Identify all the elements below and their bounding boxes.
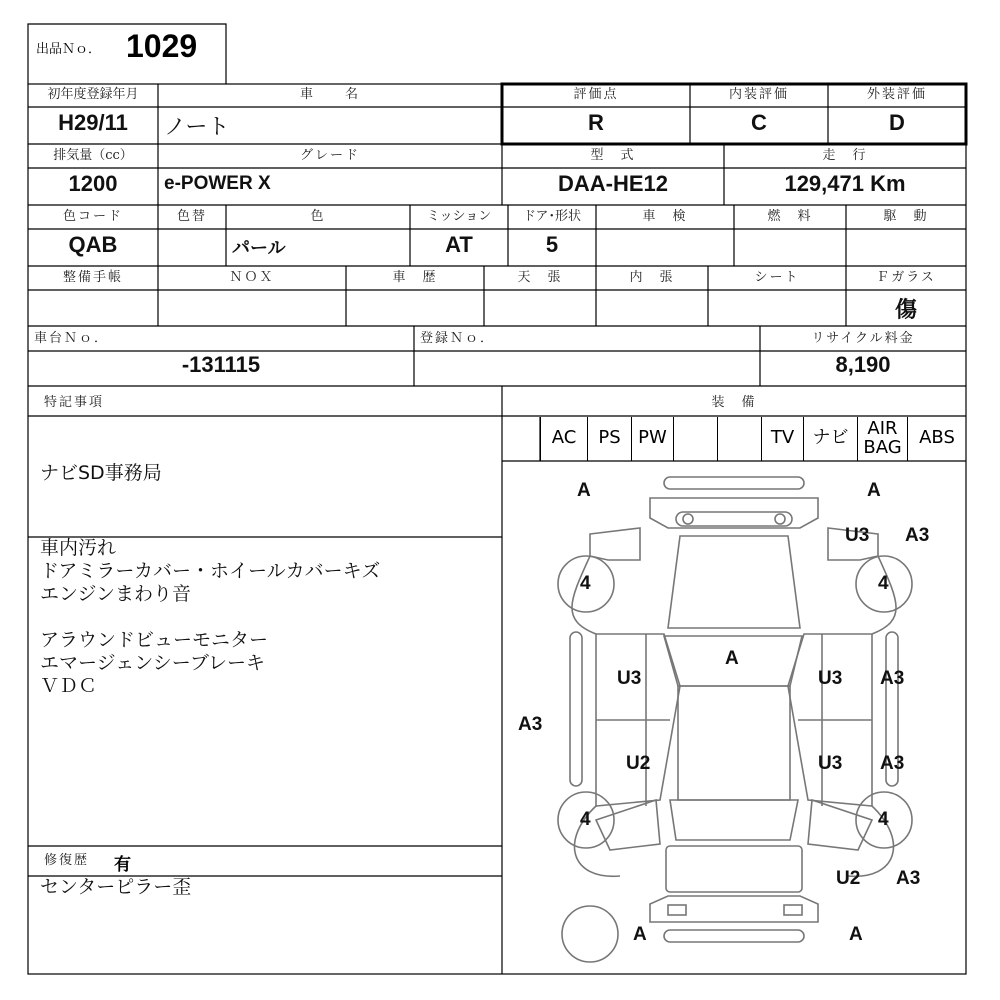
damage-rr-quarter-1: U2 (836, 868, 861, 889)
equipment-blank-3 (718, 417, 762, 461)
mission-label: ミッション (426, 209, 492, 224)
recycle-value: 8,190 (835, 352, 891, 377)
history-label: 車 歴 (392, 270, 438, 285)
car-name-value: ノート (164, 115, 230, 140)
repair-note: センターピラー歪 (40, 876, 192, 898)
damage-rl-door: U2 (626, 753, 651, 774)
roof-label: 天 張 (517, 270, 563, 285)
score-value: R (588, 110, 604, 135)
color-label: 色 (310, 209, 326, 224)
nox-label: ＮＯＸ (229, 270, 275, 285)
exterior-score-value: D (889, 110, 905, 135)
registration-label: 登録Ｎｏ． (420, 331, 496, 346)
model-label: 型 式 (590, 148, 636, 163)
seat-label: シート (754, 270, 800, 285)
inspection-label: 車 検 (642, 209, 688, 224)
displacement-value: 1200 (68, 171, 118, 196)
damage-fr-fender-1: U3 (845, 525, 870, 546)
interior-score-value: C (751, 110, 767, 135)
damage-rear-left: A (633, 924, 647, 945)
equipment-blank-2 (674, 417, 718, 461)
damage-left-sill: A3 (518, 714, 543, 735)
tire-fr-value: 4 (878, 573, 889, 594)
equipment-abs: ABS (919, 427, 955, 448)
lot-number: 1029 (126, 28, 198, 64)
equipment-navi: ナビ (804, 417, 858, 461)
chassis-value: -131115 (181, 352, 261, 377)
notes-first-line: ナビSD事務局 (40, 462, 162, 484)
equipment-tv: TV (762, 417, 804, 461)
damage-front-left: A (577, 480, 591, 501)
damage-fl-door: U3 (617, 668, 642, 689)
equipment-ac: AC (540, 417, 588, 461)
recycle-label: リサイクル料金 (811, 331, 915, 346)
lot-label: 出品Ｎｏ． (36, 42, 102, 57)
equipment-label: 装 備 (711, 395, 757, 410)
tire-rr-value: 4 (878, 809, 889, 830)
score-label: 評価点 (573, 87, 619, 102)
tire-rl-value: 4 (580, 809, 591, 830)
damage-rr-door-1: U3 (818, 753, 843, 774)
damage-rear-right: A (849, 924, 863, 945)
damage-fr-door-2: A3 (880, 668, 905, 689)
damage-hood: A (725, 648, 739, 669)
grade-label: グレード (299, 148, 360, 163)
color-value: パール (232, 238, 286, 259)
damage-fr-door-1: U3 (818, 668, 843, 689)
damage-fr-fender-2: A3 (905, 525, 930, 546)
door-label: ドア･形状 (522, 209, 582, 224)
repair-history-label: 修復歴 (44, 853, 90, 868)
reg-year-value: H29/11 (58, 110, 128, 135)
chassis-label: 車台Ｎｏ． (34, 331, 110, 346)
notes-lines: 車内汚れ ドアミラーカバー・ホイールカバーキズ エンジンまわり音 アラウンドビューモニター エマージェンシーブレーキ ＶＤＣ (40, 537, 381, 697)
equipment-ps: PS (588, 417, 632, 461)
model-value: DAA-HE12 (557, 171, 669, 196)
interior-score-label: 内装評価 (728, 87, 789, 102)
fuel-label: 燃 料 (767, 209, 813, 224)
reg-year-label: 初年度登録年月 (47, 87, 139, 102)
car-name-label: 車 名 (299, 87, 360, 102)
equipment-blank-1 (502, 417, 540, 461)
damage-rr-quarter-2: A3 (896, 868, 921, 889)
color-code-value: QAB (68, 232, 118, 257)
displacement-label: 排気量（cc） (53, 148, 133, 163)
damage-rr-door-2: A3 (880, 753, 905, 774)
mileage-label: 走 行 (822, 148, 868, 163)
front-glass-value: 傷 (894, 297, 917, 323)
equipment-airbag: AIR BAG (858, 417, 908, 461)
damage-front-right: A (867, 480, 881, 501)
door-value: 5 (545, 232, 559, 257)
color-code-label: 色コード (62, 209, 123, 224)
mission-value: AT (445, 232, 473, 257)
tire-fl-value: 4 (580, 573, 591, 594)
repaint-label: 色替 (176, 209, 207, 224)
drive-label: 駆 動 (883, 209, 929, 224)
exterior-score-label: 外装評価 (866, 87, 927, 102)
repair-history-value: 有 (114, 855, 131, 875)
notes-label: 特記事項 (44, 395, 105, 410)
front-glass-label: Ｆガラス (876, 270, 936, 285)
maintenance-label: 整備手帳 (62, 270, 123, 285)
interior-trim-label: 内 張 (629, 270, 675, 285)
grade-value: e-POWER X (164, 173, 271, 194)
equipment-pw: PW (632, 417, 674, 461)
mileage-value: 129,471 Km (784, 171, 906, 196)
